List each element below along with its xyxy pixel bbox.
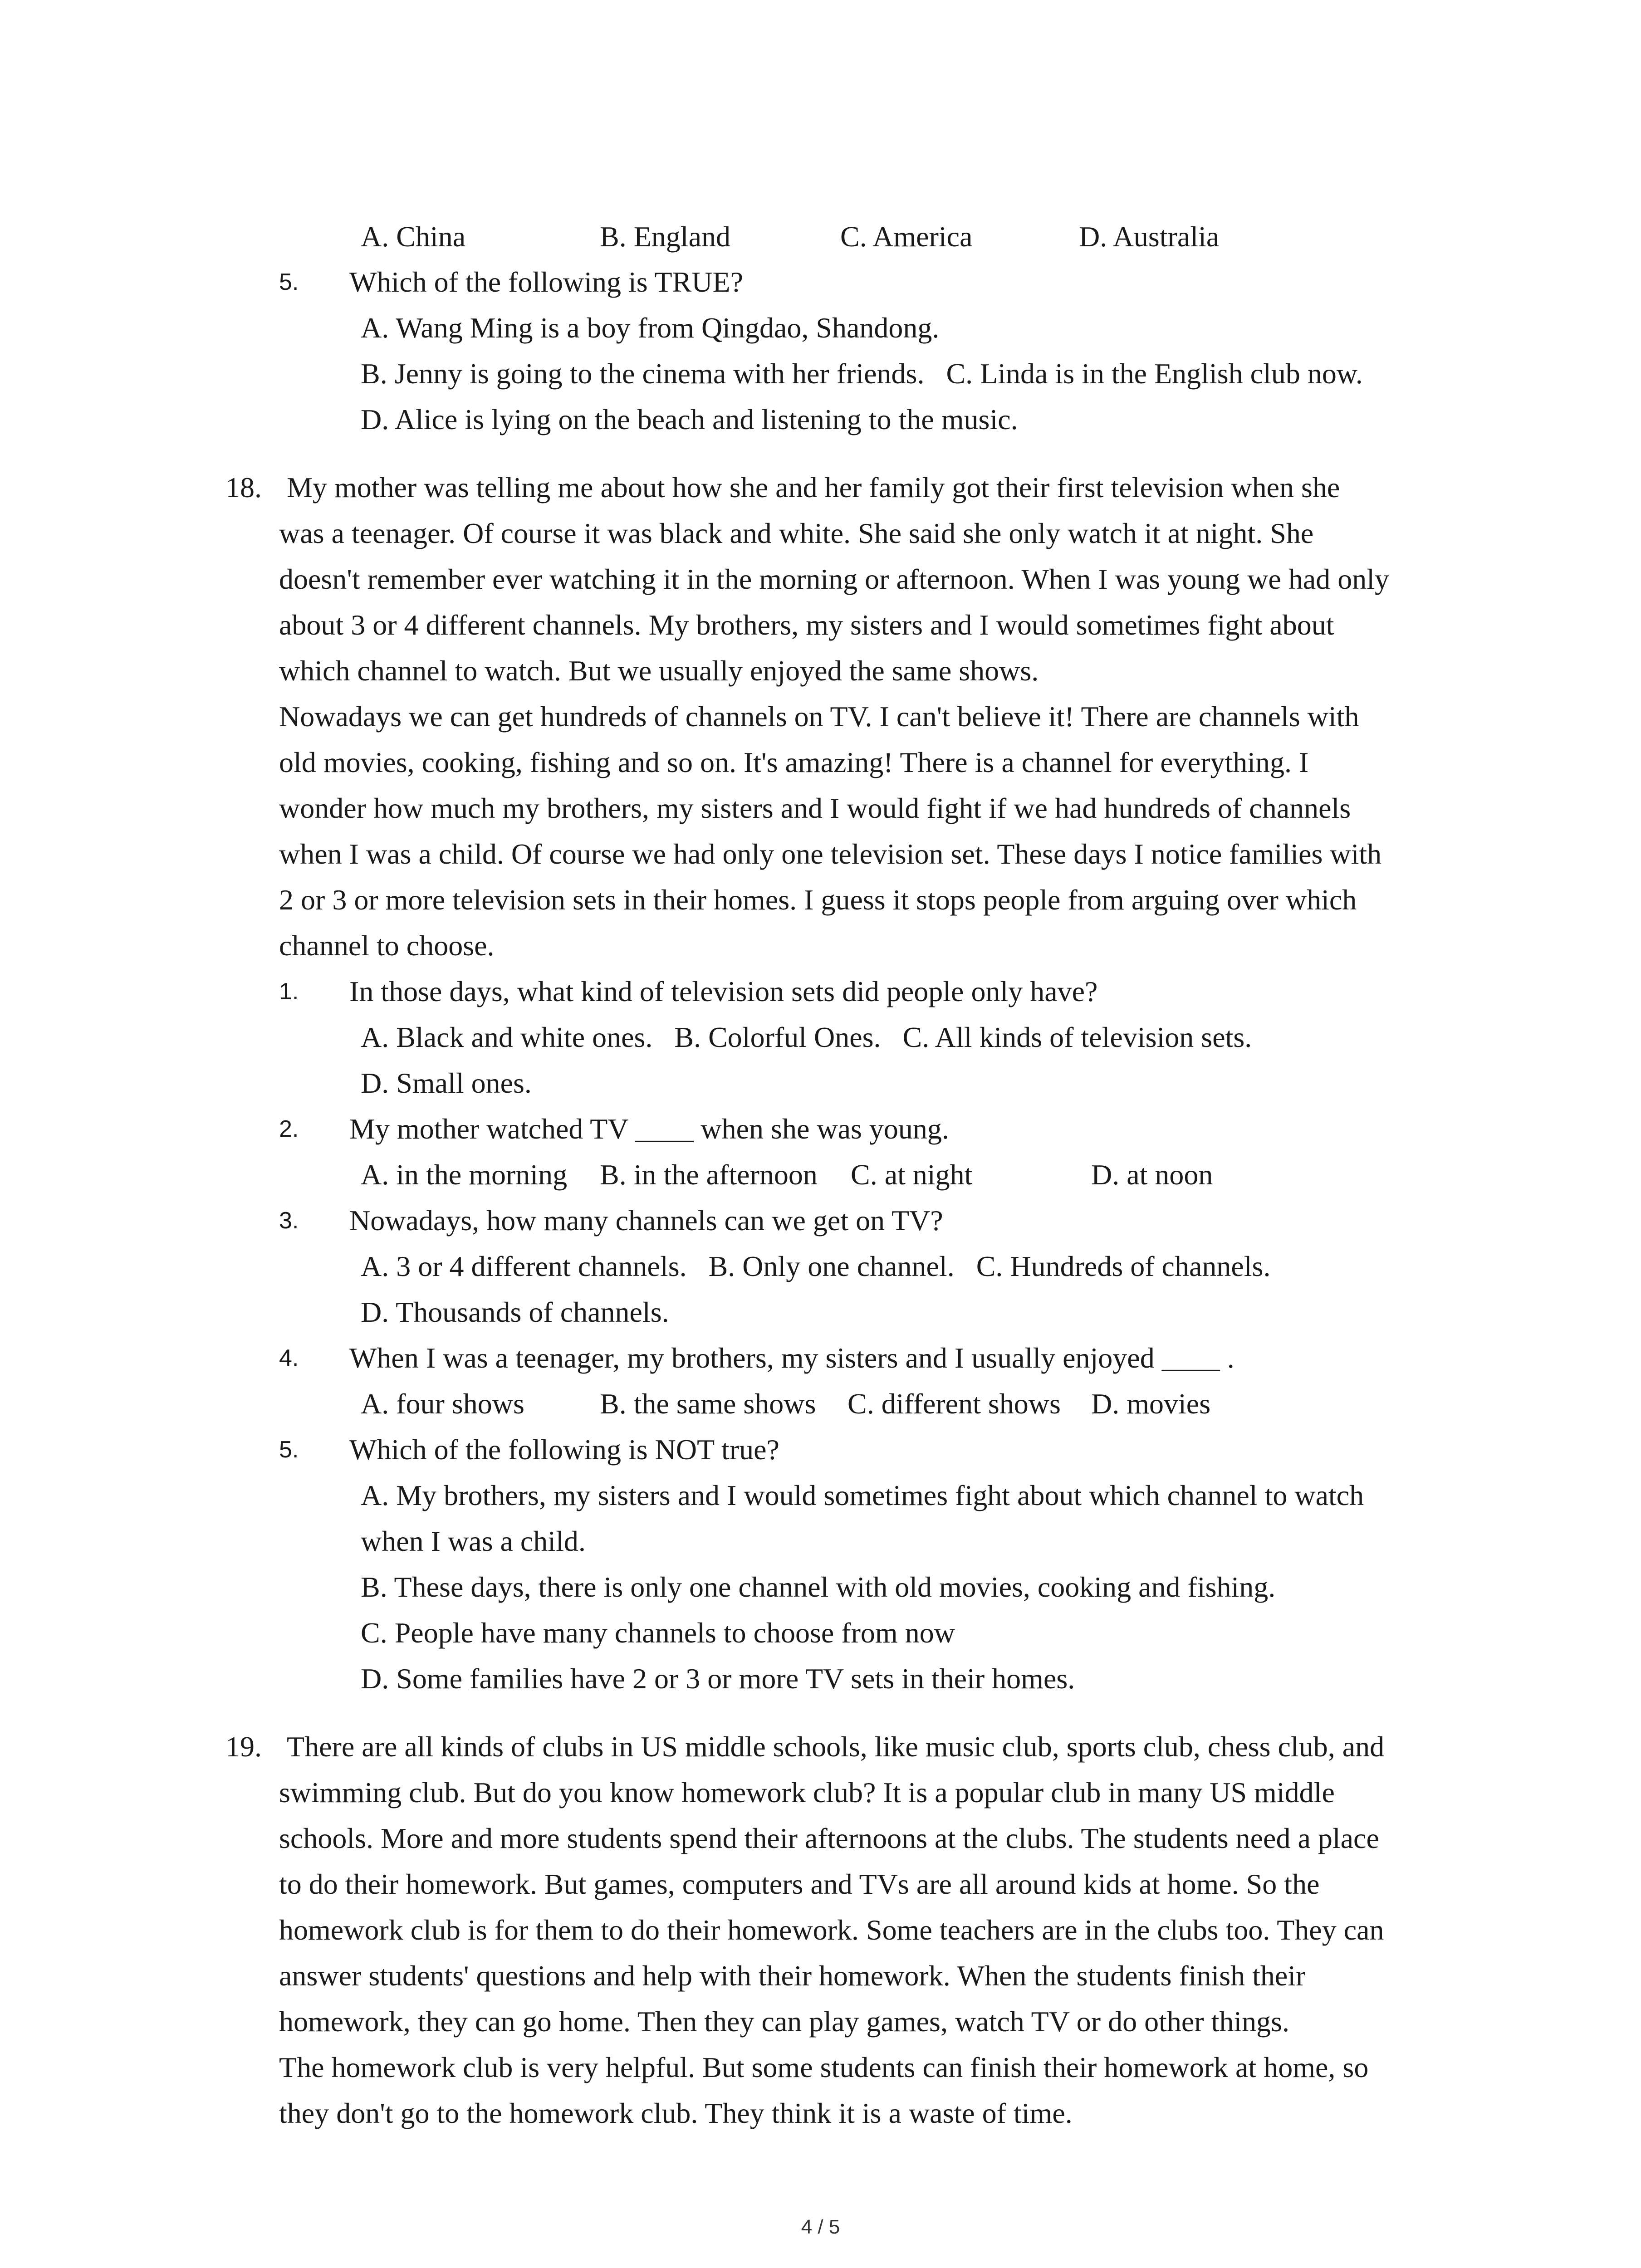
- passage-line: The homework club is very helpful. But some students can finish their homework at home, so: [279, 2051, 1369, 2083]
- question-text: In those days, what kind of television sets did people only have?: [349, 975, 1098, 1007]
- question-text: My mother watched TV ____ when she was young.: [349, 1113, 949, 1145]
- option-a: A. four shows: [361, 1388, 524, 1420]
- passage-line: about 3 or 4 different channels. My brothers, my sisters and I would sometimes fight about: [279, 609, 1334, 641]
- page-number: 4 / 5: [801, 2216, 840, 2238]
- section-number: 19.: [225, 1730, 262, 1763]
- options-line: A. 3 or 4 different channels. B. Only one channel. C. Hundreds of channels.: [361, 1250, 1271, 1282]
- question-text: When I was a teenager, my brothers, my sisters and I usually enjoyed ____ .: [349, 1342, 1234, 1374]
- section-number: 18.: [225, 471, 262, 503]
- passage-line: homework club is for them to do their homework. Some teachers are in the clubs too. They can: [279, 1914, 1384, 1946]
- option-c: C. at night: [851, 1158, 973, 1191]
- option-c: C. People have many channels to choose from now: [361, 1617, 955, 1649]
- passage-line: homework, they can go home. Then they can play games, watch TV or do other things.: [279, 2005, 1290, 2038]
- question-number: 4.: [279, 1345, 299, 1371]
- passage-line: they don't go to the homework club. They think it is a waste of time.: [279, 2097, 1073, 2129]
- passage-line: wonder how much my brothers, my sisters and I would fight if we had hundreds of channels: [279, 792, 1351, 824]
- option-b: B. the same shows: [600, 1388, 816, 1420]
- passage-line: old movies, cooking, fishing and so on. It's amazing! There is a channel for everything. I: [279, 746, 1309, 778]
- options-line: A. Black and white ones. B. Colorful Ones. C. All kinds of television sets.: [361, 1021, 1252, 1053]
- passage-line: schools. More and more students spend their afternoons at the clubs. The students need a place: [279, 1822, 1379, 1854]
- passage-line: doesn't remember ever watching it in the morning or afternoon. When I was young we had only: [279, 563, 1389, 595]
- option-a-line2: when I was a child.: [361, 1525, 586, 1557]
- option-d: D. Australia: [1079, 220, 1220, 253]
- question-text: Nowadays, how many channels can we get on TV?: [349, 1204, 943, 1237]
- option-d: D. Some families have 2 or 3 or more TV sets in their homes.: [361, 1662, 1075, 1695]
- options-line: D. Thousands of channels.: [361, 1296, 669, 1328]
- option-a: A. in the morning: [361, 1158, 568, 1191]
- passage-line: My mother was telling me about how she and her family got their first television when she: [287, 471, 1340, 503]
- question-number: 5.: [279, 269, 299, 295]
- option-d: D. Alice is lying on the beach and listening to the music.: [361, 403, 1018, 435]
- option-c: C. America: [840, 220, 973, 253]
- question-text: Which of the following is TRUE?: [349, 266, 743, 298]
- options-line: D. Small ones.: [361, 1067, 532, 1099]
- passage-line: There are all kinds of clubs in US middle schools, like music club, sports club, chess club, and: [287, 1730, 1385, 1763]
- passage-line: was a teenager. Of course it was black and white. She said she only watch it at night. She: [279, 517, 1314, 549]
- passage-line: channel to choose.: [279, 929, 495, 962]
- passage-line: answer students' questions and help with their homework. When the students finish their: [279, 1960, 1306, 1992]
- question-number: 5.: [279, 1437, 299, 1463]
- question-number: 3.: [279, 1207, 299, 1234]
- passage-line: when I was a child. Of course we had only one television set. These days I notice families with: [279, 838, 1382, 870]
- passage-line: to do their homework. But games, computers and TVs are all around kids at home. So the: [279, 1868, 1320, 1900]
- passage-line: which channel to watch. But we usually enjoyed the same shows.: [279, 655, 1039, 687]
- question-number: 1.: [279, 978, 299, 1005]
- option-a: A. Wang Ming is a boy from Qingdao, Shandong.: [361, 312, 940, 344]
- option-d: D. at noon: [1091, 1158, 1213, 1191]
- question-text: Which of the following is NOT true?: [349, 1433, 779, 1466]
- passage-line: swimming club. But do you know homework club? It is a popular club in many US middle: [279, 1776, 1335, 1809]
- passage-line: Nowadays we can get hundreds of channels on TV. I can't believe it! There are channels with: [279, 700, 1359, 733]
- option-b-c: B. Jenny is going to the cinema with her friends. C. Linda is in the English club now.: [361, 357, 1363, 390]
- option-b: B. in the afternoon: [600, 1158, 818, 1191]
- question-number: 2.: [279, 1116, 299, 1142]
- passage-line: 2 or 3 or more television sets in their homes. I guess it stops people from arguing over which: [279, 884, 1357, 916]
- option-a: A. China: [361, 220, 466, 253]
- option-d: D. movies: [1091, 1388, 1211, 1420]
- option-c: C. different shows: [847, 1388, 1061, 1420]
- option-b: B. England: [600, 220, 730, 253]
- option-a-line1: A. My brothers, my sisters and I would sometimes fight about which channel to watch: [361, 1479, 1364, 1511]
- option-b: B. These days, there is only one channel with old movies, cooking and fishing.: [361, 1571, 1276, 1603]
